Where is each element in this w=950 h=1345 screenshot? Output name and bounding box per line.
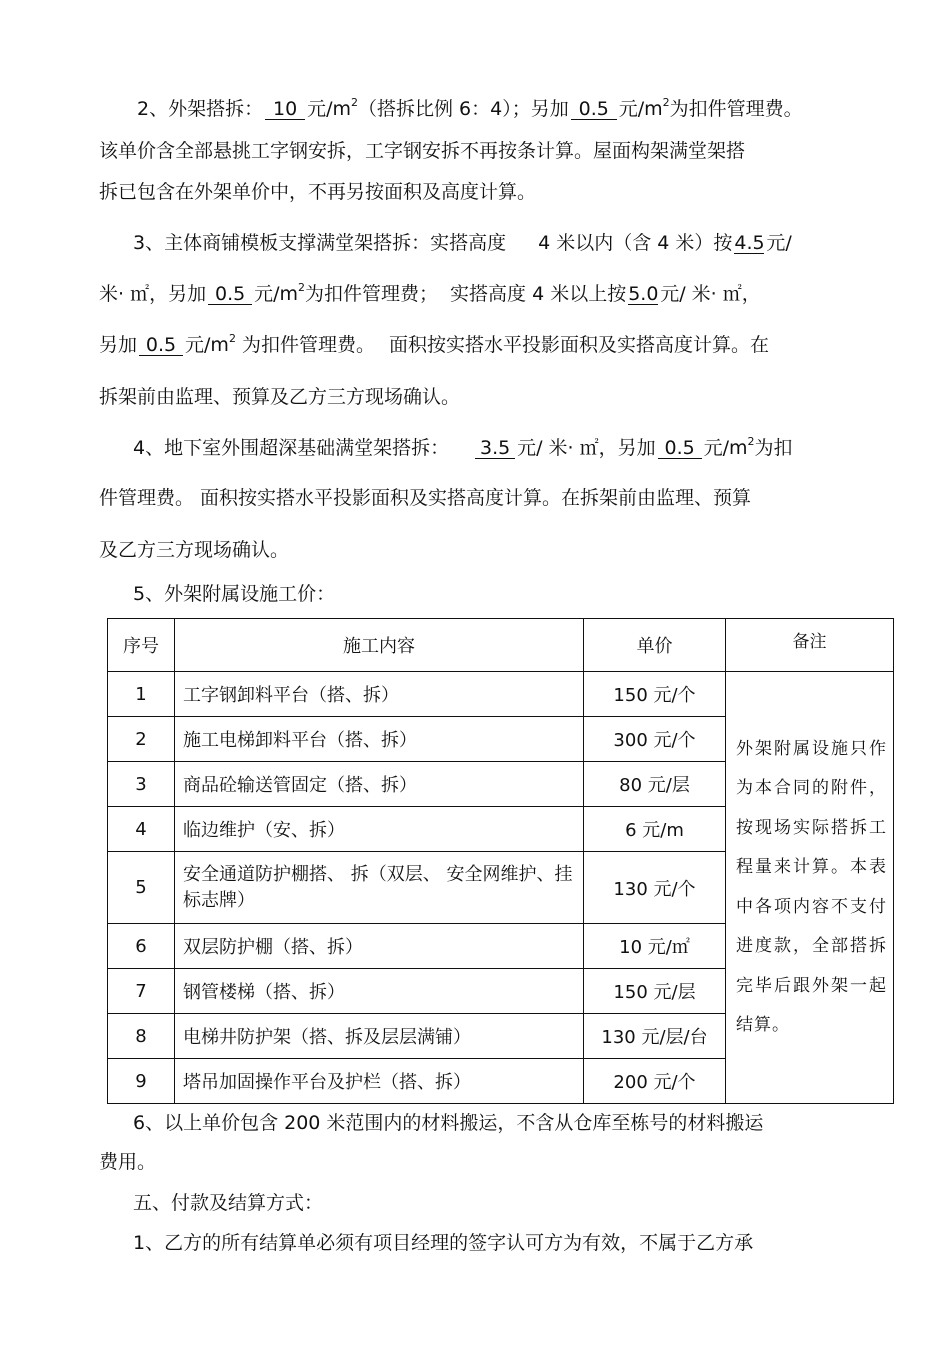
para-4-line-3: 及乙方三方现场确认。 [99,539,290,561]
cell-price: 200 元/个 [584,1059,726,1104]
superscript: 2 [747,434,755,448]
text: 另加 [99,334,138,356]
para-4-line-2: 件管理费。 面积按实搭水平投影面积及实搭高度计算。在拆架前由监理、预算 [99,487,752,509]
text: 3、主体商铺模板支撑满堂架搭拆：实搭高度 [133,232,507,254]
cell-no: 7 [108,969,175,1014]
para-2-line-2: 该单价含全部悬挑工字钢安拆，工字钢安拆不再按条计算。屋面构架满堂架搭 [99,140,746,162]
text: （搭拆比例 6：4）；另加 [358,98,569,120]
cell-no: 1 [108,672,175,717]
text: 元/m [618,98,663,120]
header-no: 序号 [108,619,175,672]
cell-price: 10 元/㎡ [584,924,726,969]
price-field: 4.5 [734,232,765,254]
cell-no: 5 [108,852,175,924]
price-field: 5.0 [628,283,659,305]
text: 元/ [766,232,792,254]
para-2-line-1 [137,97,803,121]
para-3-line-1 [133,231,792,255]
price-field: 0.5 [208,284,252,305]
para-6-line-1: 6、以上单价包含 200 米范围内的材料搬运，不含从仓库至栋号的材料搬运 [133,1112,764,1134]
cell-no: 2 [108,717,175,762]
table-header-row [108,619,894,672]
text: 元/m [185,334,229,356]
price-field: 0.5 [658,438,702,459]
fee-table [107,618,894,1104]
cell-content: 临边维护（安、拆） [175,807,584,852]
cell-no: 8 [108,1014,175,1059]
section-5-item-1-line-1: 1、乙方的所有结算单必须有项目经理的签字认可方为有效，不属于乙方承 [133,1232,754,1254]
text: 米· ㎡，另加 [99,283,207,305]
text: 元/m [254,283,299,305]
cell-price: 80 元/层 [584,762,726,807]
text: 元/m [307,98,352,120]
price-field: 10 [265,99,305,120]
cell-content: 商品砼输送管固定（搭、拆） [175,762,584,807]
cell-no: 6 [108,924,175,969]
cell-content: 塔吊加固操作平台及护栏（搭、拆） [175,1059,584,1104]
cell-content: 安全通道防护棚搭、 拆（双层、 安全网维护、挂标志牌） [175,852,584,924]
para-3-line-3 [99,333,769,357]
text: 元/ 米· ㎡，另加 [517,437,656,459]
superscript: 2 [662,95,670,109]
superscript: 2 [351,95,359,109]
para-2-line-3: 拆已包含在外架单价中，不再另按面积及高度计算。 [99,181,537,203]
cell-price: 130 元/层/台 [584,1014,726,1059]
cell-no: 4 [108,807,175,852]
cell-price: 6 元/m [584,807,726,852]
cell-content: 施工电梯卸料平台（搭、拆） [175,717,584,762]
cell-content: 电梯井防护架（搭、拆及层层满铺） [175,1014,584,1059]
table-row [108,672,894,717]
cell-content: 钢管楼梯（搭、拆） [175,969,584,1014]
para-4-line-1 [133,436,793,460]
cell-price: 130 元/个 [584,852,726,924]
para-3-line-4: 拆架前由监理、预算及乙方三方现场确认。 [99,386,461,408]
header-note: 备注 [726,619,894,672]
text: 实搭高度 4 米以上按 [450,283,627,305]
para-3-line-2 [99,282,761,306]
text: 4 米以内（含 4 米）按 [538,232,733,254]
cell-content: 双层防护棚（搭、拆） [175,924,584,969]
price-field: 0.5 [571,99,617,120]
price-field: 3.5 [475,438,515,459]
price-field: 0.5 [139,335,183,356]
text: 面积按实搭水平投影面积及实搭高度计算。在 [388,334,769,356]
text: 为扣 [754,437,793,459]
superscript: 2 [298,280,306,294]
text: 为扣件管理费。 [241,334,375,356]
text: 元/m [703,437,748,459]
text: 2、外架搭拆： [137,98,264,120]
header-content: 施工内容 [175,619,584,672]
section-5-title: 五、付款及结算方式： [133,1192,324,1214]
cell-no: 3 [108,762,175,807]
para-5-heading: 5、外架附属设施工价： [133,583,336,605]
text: 元/ 米· ㎡， [660,283,761,305]
superscript: 2 [228,331,236,345]
cell-price: 300 元/个 [584,717,726,762]
header-price: 单价 [584,619,726,672]
text: 为扣件管理费； [305,283,439,305]
text: 为扣件管理费。 [669,98,803,120]
cell-price: 150 元/层 [584,969,726,1014]
cell-no: 9 [108,1059,175,1104]
text: 4、地下室外围超深基础满堂架搭拆： [133,437,450,459]
cell-content: 工字钢卸料平台（搭、拆） [175,672,584,717]
para-6-line-2: 费用。 [99,1151,157,1173]
cell-note: 外架附属设施只作为本合同的附件，按现场实际搭拆工程量来计算。本表中各项内容不支付进度款，全部搭拆完毕后跟外架一起结算。 [726,672,894,1104]
cell-price: 150 元/个 [584,672,726,717]
